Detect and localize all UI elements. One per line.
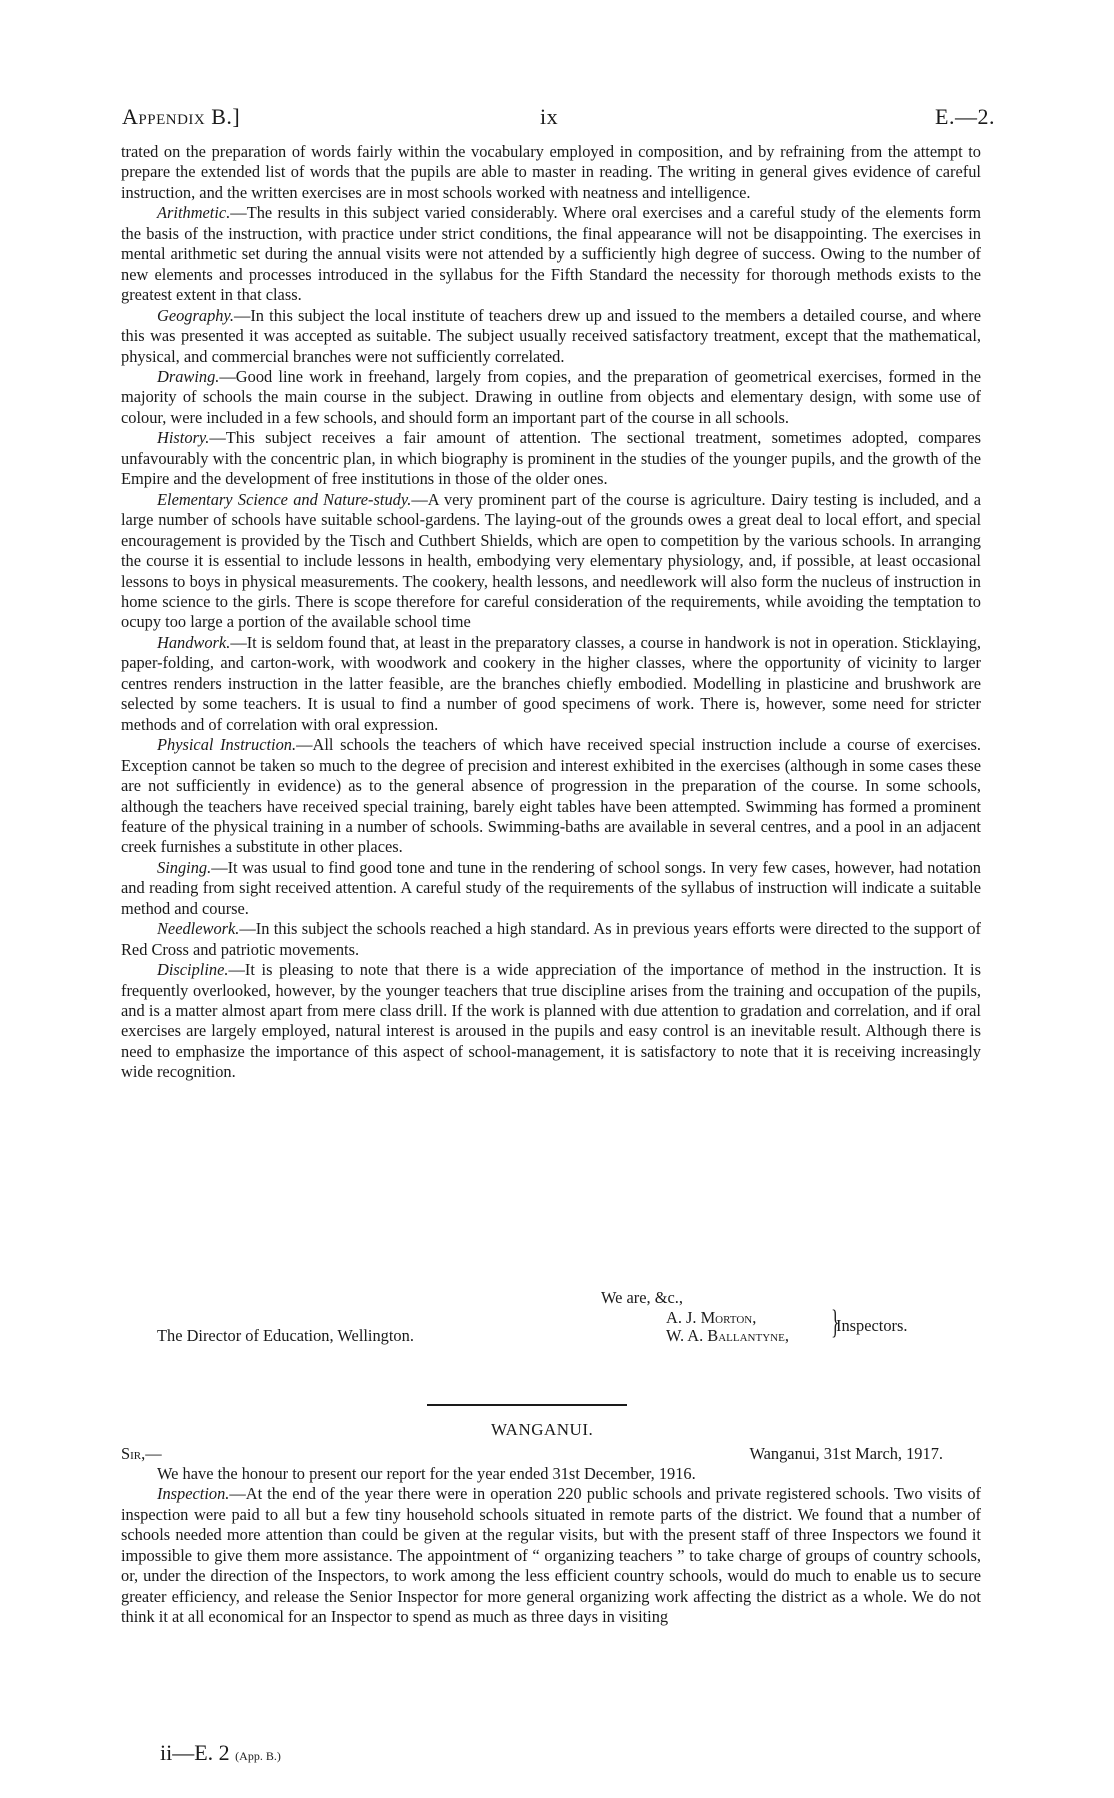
- signatory-morton: A. J. Morton,: [666, 1308, 757, 1327]
- place-date: Wanganui, 31st March, 1917.: [749, 1444, 943, 1463]
- page-number: ix: [540, 104, 559, 129]
- paragraph-singing: Singing.—It was usual to find good tone and tune in the rendering of school songs. In very few cases, however, had notation and reading from sight received attention. A careful study of the requirements of the syllabus of instruction will indicate a suitable method and course.: [121, 857, 981, 918]
- paragraph-history: History.—This subject receives a fair amount of attention. The sectional treatment, sometimes adopted, compares unfavourably with the concentric plan, in which biography is prominent in the studies of the younger pupils, and the growth of the Empire and the development of free institutions in those of the older ones.: [121, 428, 981, 489]
- paragraph-inspection: Inspection.—At the end of the year there were in operation 220 public schools and private registered schools. Two visits of inspection were paid to all but a few tiny household schools situated in remote parts of the district. We found that a number of schools needed more attention than could be given at the regular visits, but with the present staff of three Inspectors we found it impossible to give them more assistance. The appointment of “ organizing teachers ” to take charge of groups of country schools, or, under the direction of the Inspectors, to work among the less efficient country schools, would do much to enable us to secure greater efficiency, and release the Senior Inspector for more general organizing work affecting the district as a whole. We do not think it at all economical for an Inspector to spend as much as three days in visiting: [121, 1484, 981, 1627]
- paragraph-intro: We have the honour to present our report for the year ended 31st December, 1916.: [157, 1464, 696, 1483]
- paragraph-physical-instruction: Physical Instruction.—All schools the teachers of which have received special instruction include a course of exercises. Exception cannot be taken so much to the degree of precision and interest exhibited in the exercises (although in some cases these are not sufficiently in evidence) as to the general absence of progression in the preparation of the course. In some schools, although the teachers have received special training, barely eight tables have been attempted. Swimming has formed a prominent feature of the physical training in a number of schools. Swimming-baths are available in several centres, and a pool in an adjacent creek furnishes a substitute in other places.: [121, 735, 981, 857]
- paragraph-handwork: Handwork.—It is seldom found that, at least in the preparatory classes, a course in handwork is not in operation. Sticklaying, paper-folding, and carton-work, with woodwork and cookery in the higher classes, where the opportunity of vicinity to larger centres renders instruction in the latter feasible, are the branches chiefly embodied. Modelling in plasticine and brushwork are selected by some teachers. It is usual to find a number of good specimens of work. There is, however, some need for stricter methods and of correlation with oral expression.: [121, 632, 981, 734]
- subject-heading: Singing.: [157, 857, 212, 877]
- running-head-left: Appendix B.]: [122, 104, 241, 129]
- paragraph-drawing: Drawing.—Good line work in freehand, largely from copies, and the preparation of geometrical exercises, formed in the majority of schools the main course in the subject. Drawing in outline from objects and elementary design, with some use of colour, were included in a few schools, and should form an important part of the course in all schools.: [121, 366, 981, 427]
- section-divider: [427, 1404, 627, 1406]
- brace-glyph: }: [831, 1304, 840, 1341]
- letter-body: [121, 1464, 981, 1628]
- subject-heading: Elementary Science and Nature-study.: [157, 489, 412, 509]
- subject-heading: Inspection.: [157, 1484, 230, 1504]
- closing-line: We are, &c.,: [601, 1288, 683, 1307]
- signatory-ballantyne: W. A. Ballantyne,: [666, 1326, 789, 1345]
- paragraph-continued: trated on the preparation of words fairly within the vocabulary employed in composition, and by refraining from the attempt to prepare the extended list of words that the pupils are able to master in reading. The writing in general gives evidence of careful instruction, and the written exercises are in most schools worked with neatness and intelligence.: [121, 142, 981, 202]
- subject-heading: Arithmetic.: [157, 203, 231, 223]
- signatory-role: Inspectors.: [836, 1316, 908, 1335]
- section-title: WANGANUI.: [491, 1420, 594, 1439]
- addressee: The Director of Education, Wellington.: [157, 1326, 414, 1345]
- subject-heading: Handwork.: [157, 632, 231, 652]
- subject-heading: Physical Instruction.: [157, 735, 297, 755]
- running-head-right: E.—2.: [935, 104, 995, 129]
- subject-heading: Drawing.: [157, 366, 220, 386]
- subject-heading: Discipline.: [157, 960, 229, 980]
- signature-mark: ii—E. 2 (App. B.): [160, 1740, 281, 1765]
- subject-heading: History.: [157, 428, 210, 448]
- subject-heading: Needlework.: [157, 919, 240, 939]
- paragraph-needlework: Needlework.—In this subject the schools reached a high standard. As in previous years efforts were directed to the support of Red Cross and patriotic movements.: [121, 919, 981, 959]
- signature-block: [121, 1288, 981, 1358]
- paragraph-discipline: Discipline.—It is pleasing to note that there is a wide appreciation of the importance of method in the instruction. It is frequently overlooked, however, by the younger teachers that true discipline arises from the training and occupation of the pupils, and is a matter almost apart from mere class drill. If the work is planned with due attention to gradation and correlation, and if oral exercises are largely employed, natural interest is aroused in the pupils and easy control is an inevitable result. Although there is need to emphasize the importance of this aspect of school-management, it is satisfactory to note that it is receiving increasingly wide recognition.: [121, 960, 981, 1082]
- paragraph-geography: Geography.—In this subject the local institute of teachers drew up and issued to the members a detailed course, and where this was presented it was accepted as suitable. The subject usually received satisfactory treatment, except that the mathematical, physical, and commercial branches were not sufficiently correlated.: [121, 305, 981, 366]
- subject-heading: Geography.: [157, 305, 234, 325]
- paragraph-arithmetic: Arithmetic.—The results in this subject varied considerably. Where oral exercises and a careful study of the elements form the basis of the instruction, with practice under strict conditions, the final appearance will not be disappointing. The exercises in mental arithmetic set during the annual visits were not attended by a sufficiently high degree of success. Owing to the number of new elements and processes introduced in the syllabus for the Fifth Standard the necessity for thorough methods exists to the greatest extent in that class.: [121, 203, 981, 305]
- paragraph-science: Elementary Science and Nature-study.—A very prominent part of the course is agriculture. Dairy testing is included, and a large number of schools have suitable school-gardens. The laying-out of the grounds owes a great deal to local effort, and special encouragement is provided by the Tisch and Cuthbert Shields, which are open to competition by the various schools. In arranging the course it is essential to include lessons in health, embodying very elementary physiology, and, if possible, at least occasional lessons to boys in physical measurements. The cookery, health lessons, and needlework will also form the nucleus of instruction in home science to the girls. There is scope therefore for careful consideration of the requirements, while avoiding the temptation to ocupy too large a portion of the available school time: [121, 489, 981, 632]
- salutation: Sir,—: [121, 1444, 162, 1463]
- report-body: [121, 142, 981, 1083]
